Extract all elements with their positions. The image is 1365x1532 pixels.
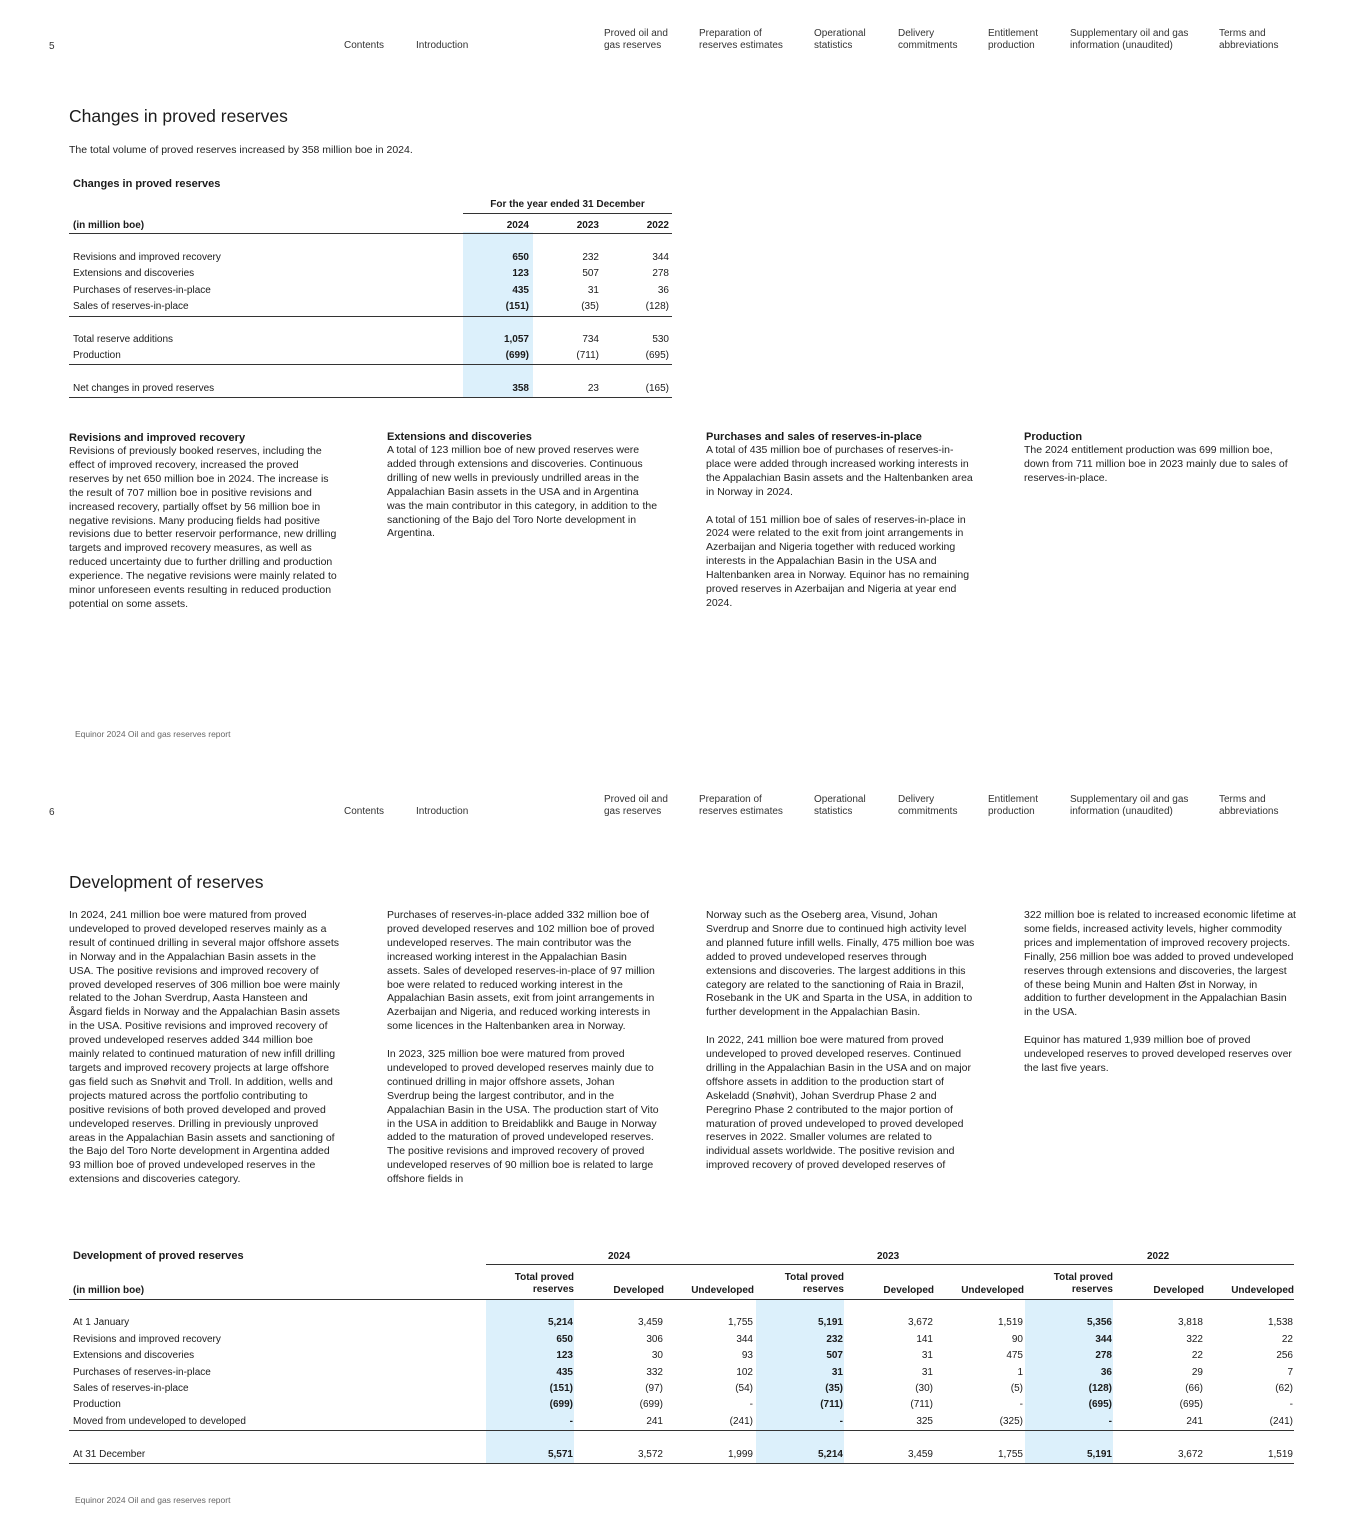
table-cell: 5,191 — [1086, 1449, 1112, 1460]
table-cell: 1,538 — [1267, 1317, 1293, 1328]
table-cell: 650 — [556, 1334, 573, 1345]
table-cell: 344 — [1095, 1334, 1112, 1345]
table-cell: 1,519 — [1267, 1449, 1293, 1460]
nav-delivery[interactable]: Delivery commitments — [898, 794, 958, 817]
year-header: 2022 — [646, 220, 669, 231]
development-table-title: Development of proved reserves — [73, 1250, 244, 1262]
nav-contents[interactable]: Contents — [344, 40, 385, 51]
nav-terms[interactable]: Terms and abbreviations — [1219, 794, 1279, 817]
row-label: Extensions and discoveries — [73, 1350, 195, 1361]
nav-introduction[interactable]: Introduction — [416, 40, 469, 51]
table-cell: - — [749, 1399, 753, 1410]
table-cell: 36 — [1100, 1367, 1112, 1378]
nav-proved-reserves[interactable]: Proved oil and gas reserves — [604, 28, 668, 51]
table-cell: 141 — [916, 1334, 933, 1345]
table-row — [69, 1381, 1294, 1397]
table-cell: 5,356 — [1086, 1317, 1112, 1328]
table-cell: 22 — [1281, 1334, 1293, 1345]
table-row — [69, 1315, 1294, 1331]
table-row: Production (699) (711) (695) — [73, 350, 669, 361]
nav-entitlement[interactable]: Entitlement production — [988, 28, 1039, 51]
table-cell: 3,459 — [637, 1317, 663, 1328]
table-cell: (325) — [999, 1416, 1023, 1427]
subheader: Undeveloped — [961, 1285, 1024, 1296]
paragraph: The 2024 entitlement production was 699 million boe, down from 711 million boe in 2023 mainly due to sales of reserves-in-place. — [1024, 444, 1288, 484]
row-label: At 31 December — [73, 1449, 146, 1460]
subheader: Total proved reserves — [1053, 1272, 1113, 1295]
table-cell: 278 — [1095, 1350, 1112, 1361]
table-cell: 332 — [646, 1367, 663, 1378]
footer: Equinor 2024 Oil and gas reserves report — [75, 1495, 231, 1505]
top-navigation — [0, 794, 1365, 824]
unit-label: (in million boe) — [73, 220, 145, 231]
row-label: Revisions and improved recovery — [73, 1334, 221, 1345]
year-header: 2024 — [608, 1251, 631, 1262]
table-cell: (695) — [1088, 1399, 1112, 1410]
paragraph: Purchases of reserves-in-place added 332 million boe of proved developed reserves and 102 million boe of proved undeveloped reserves. The main contributor was the increased working interest in the Appalachian Basin assets. Sales of developed reserves-in-place of 97 million boe were related to reduced working interest in the Appalachian Basin assets, exit from joint arrangements in Azerbaijan and Nigeria, and reduced working interests in some licences in the Haltenbanken area in Norway. — [387, 909, 655, 1033]
table-cell: (241) — [729, 1416, 753, 1427]
table-cell: 232 — [826, 1334, 843, 1345]
nav-supplementary[interactable]: Supplementary oil and gas information (unaudited) — [1070, 28, 1189, 51]
subheader: Undeveloped — [1231, 1285, 1294, 1296]
table-row: Revisions and improved recovery 650 232 344 — [73, 252, 669, 263]
paragraph: In 2023, 325 million boe were matured from proved undeveloped to proved developed reserves mainly due to continued drilling in major offshore assets, Johan Sverdrup being the largest contributor, and in the Appalachian Basin in the USA. The production start of Vito in the USA in addition to Breidablikk and Bauge in Norway added to the maturation of proved undeveloped reserves. The positive revisions and improved recovery of proved undeveloped reserves of 90 million boe is related to large offshore fields in — [387, 1048, 659, 1186]
table-cell: 1,755 — [997, 1449, 1023, 1460]
subheader: Total proved reserves — [784, 1272, 844, 1295]
table-row: Sales of reserves-in-place (151) (35) (128) — [73, 301, 669, 312]
table-cell: 344 — [736, 1334, 753, 1345]
table-cell: (711) — [820, 1399, 843, 1410]
paragraph: A total of 151 million boe of sales of reserves-in-place in 2024 were related to the exit from joint arrangements in Azerbaijan and Nigeria together with reduced working interests in the Appalachian Basin in the USA and Haltenbanken area in Norway. Equinor has no remaining proved reserves in Azerbaijan and Nigeria at year end 2024. — [706, 513, 970, 609]
paragraph: Norway such as the Oseberg area, Visund, Johan Sverdrup and Snorre due to continued high activity level and planned future infill wells. Finally, 475 million boe was added to proved undeveloped reserves through extensions and discoveries. The largest additions in this category are related to the sanctioning of Raia in Brazil, Rosebank in the UK and Sparta in the USA, in addition to further development in the Appalachian Basin. — [706, 909, 975, 1019]
table-cell: 1,755 — [727, 1317, 753, 1328]
year-header: 2023 — [576, 220, 599, 231]
paragraph: 322 million boe is related to increased economic lifetime at some fields, increased activity levels, higher commodity prices and implementation of improved recovery projects. Finally, 256 million boe was added to proved undeveloped reserves through extensions and discoveries, the largest of these being Munin and Halten Øst in Norway, in addition to further development in the Appalachian Basin in the USA. — [1024, 909, 1296, 1019]
subheader: Undeveloped — [691, 1285, 754, 1296]
table-cell: 93 — [741, 1350, 753, 1361]
footer: Equinor 2024 Oil and gas reserves report — [75, 729, 231, 739]
table-cell: 1,519 — [997, 1317, 1023, 1328]
table-cell: 507 — [826, 1350, 843, 1361]
period-header: For the year ended 31 December — [490, 199, 645, 210]
table-cell: 256 — [1276, 1350, 1293, 1361]
text-column — [1024, 430, 1296, 500]
paragraph: A total of 123 million boe of new proved reserves were added through extensions and discoveries. Continuous drilling of new wells in previously undrilled areas in the Appalachian Basin assets in the USA and in Argentina was the main contributor in this category, in addition to the sanctioning of the Bajo del Toro Norte development in Argentina. — [387, 444, 658, 540]
table-row — [69, 1397, 1294, 1413]
table-cell: - — [1289, 1399, 1293, 1410]
table-cell: 7 — [1287, 1367, 1293, 1378]
page-number: 6 — [49, 807, 55, 818]
table-row: Extensions and discoveries 123 507 278 — [73, 268, 669, 279]
subheader: Developed — [613, 1285, 664, 1296]
table-cell: 241 — [646, 1416, 663, 1427]
table-cell: (35) — [825, 1383, 843, 1394]
table-cell: 1,999 — [727, 1449, 753, 1460]
table-row — [69, 1447, 1294, 1463]
paragraph: In 2024, 241 million boe were matured from proved undeveloped to proved developed reserves mainly as a result of continued drilling in several major offshore assets in Norway and in the Appalachian Basin assets in the USA. The positive revisions and improved recovery of proved developed reserves of 306 million boe were mainly related to the Johan Sverdrup, Aasta Hansteen and Åsgard fields in Norway and the Appalachian Basin assets in the USA. Positive revisions and improved recovery of proved undeveloped reserves added 344 million boe mainly related to continued maturation of new infill drilling targets and improved recovery projects at large offshore gas field such as Snøhvit and Troll. In addition, wells and projects matured across the portfolio contributing to positive revisions of both proved developed and proved undeveloped reserves. Drilling in previously unproved areas in the Appalachian Basin assets and sanctioning of the Bajo del Toro Norte development in Argentina added 93 million boe of proved undeveloped reserves in the extensions and discoveries category. — [69, 909, 340, 1186]
table-cell: 3,572 — [637, 1449, 663, 1460]
nav-entitlement[interactable]: Entitlement production — [988, 794, 1039, 817]
year-header: 2024 — [506, 220, 529, 231]
table-row: Purchases of reserves-in-place 435 31 36 — [73, 285, 669, 296]
table-cell: 306 — [646, 1334, 663, 1345]
page-title: Development of reserves — [69, 872, 264, 892]
top-navigation — [0, 28, 1365, 58]
table-row — [69, 1365, 1294, 1381]
table-cell: (5) — [1010, 1383, 1023, 1394]
table-cell: (54) — [735, 1383, 753, 1394]
table-cell: 5,214 — [817, 1449, 843, 1460]
text-column — [69, 431, 341, 626]
table-cell: (151) — [549, 1383, 573, 1394]
table-cell: (62) — [1275, 1383, 1293, 1394]
table-cell: 30 — [651, 1350, 663, 1361]
row-label: Sales of reserves-in-place — [73, 1383, 189, 1394]
nav-supplementary[interactable]: Supplementary oil and gas information (unaudited) — [1070, 794, 1189, 817]
text-column — [706, 909, 978, 1187]
paragraph: Equinor has matured 1,939 million boe of proved undeveloped reserves to proved developed reserves over the last five years. — [1024, 1034, 1292, 1074]
year-header: 2022 — [1147, 1251, 1170, 1262]
page-title: Changes in proved reserves — [69, 106, 288, 126]
table-row: Total reserve additions 1,057 734 530 — [73, 334, 669, 345]
nav-proved-reserves[interactable]: Proved oil and gas reserves — [604, 794, 668, 817]
page-number: 5 — [49, 41, 55, 52]
table-cell: 5,191 — [817, 1317, 843, 1328]
table-cell: (66) — [1185, 1383, 1203, 1394]
table-cell: 3,672 — [1177, 1449, 1203, 1460]
table-cell: (97) — [645, 1383, 663, 1394]
table-row — [69, 1332, 1294, 1348]
paragraph: A total of 435 million boe of purchases of reserves-in-place were added through increased working interests in the Appalachian Basin assets and the Haltenbanken area in Norway in 2024. — [706, 444, 973, 498]
nav-terms[interactable]: Terms and abbreviations — [1219, 28, 1279, 51]
table-cell: 31 — [831, 1367, 843, 1378]
table-cell: 3,818 — [1177, 1317, 1203, 1328]
table-cell: (241) — [1269, 1416, 1293, 1427]
intro-text: The total volume of proved reserves increased by 358 million boe in 2024. — [69, 144, 413, 156]
table-row — [69, 1414, 1294, 1430]
table-cell: (711) — [910, 1399, 933, 1410]
subheader: Developed — [1153, 1285, 1204, 1296]
table-cell: 31 — [921, 1367, 933, 1378]
table-row — [69, 1348, 1294, 1364]
nav-delivery[interactable]: Delivery commitments — [898, 28, 958, 51]
nav-contents[interactable]: Contents — [344, 806, 385, 817]
unit-label: (in million boe) — [73, 1285, 145, 1296]
table-cell: (695) — [1179, 1399, 1203, 1410]
table-cell: (128) — [1088, 1383, 1112, 1394]
table-title: Changes in proved reserves — [73, 178, 221, 190]
nav-preparation[interactable]: Preparation of reserves estimates — [699, 794, 783, 817]
table-cell: 435 — [556, 1367, 573, 1378]
paragraph: Revisions of previously booked reserves, including the effect of improved recovery, increased the proved reserves by net 650 million boe in 2024. The increase is the result of 707 million boe in positive revisions and increased recovery, partially offset by 56 million boe in negative revisions. Many producing fields had positive revisions due to better reservoir performance, new drilling targets and improved recovery measures, as well as reduced uncertainty due to further drilling and production experience. The negative revisions were mainly related to minor unforeseen events resulting in reduced production potential on some assets. — [69, 445, 337, 610]
table-cell: (699) — [549, 1399, 573, 1410]
table-cell: 123 — [556, 1350, 573, 1361]
column-heading: Extensions and discoveries — [387, 431, 532, 443]
table-cell: - — [839, 1416, 843, 1427]
nav-operational[interactable]: Operational statistics — [814, 794, 866, 817]
table-cell: 325 — [916, 1416, 933, 1427]
table-cell: (30) — [915, 1383, 933, 1394]
subheader: Developed — [883, 1285, 934, 1296]
table-cell: 102 — [736, 1367, 753, 1378]
nav-preparation[interactable]: Preparation of reserves estimates — [699, 28, 783, 51]
nav-operational[interactable]: Operational statistics — [814, 28, 866, 51]
table-cell: 322 — [1186, 1334, 1203, 1345]
table-cell: 90 — [1011, 1334, 1023, 1345]
table-cell: 29 — [1191, 1367, 1203, 1378]
text-column — [1024, 909, 1296, 1090]
paragraph: In 2022, 241 million boe were matured from proved undeveloped to proved developed reserves. Continued drilling in the Appalachian Basin in the USA and on major offshore assets in addition to the production start of Askeladd (Snøhvit), Johan Sverdrup Phase 2 and Peregrino Phase 2 contributed to the major portion of maturation of proved undeveloped to proved developed reserves in 2022. Smaller volumes are related to individual assets worldwide. The positive revision and improved recovery of proved developed reserves of — [706, 1034, 972, 1172]
text-column — [706, 430, 978, 625]
subheader: Total proved reserves — [514, 1272, 574, 1295]
year-header: 2023 — [877, 1251, 900, 1262]
table-cell: 475 — [1006, 1350, 1023, 1361]
table-cell: 1 — [1017, 1367, 1023, 1378]
table-cell: 3,672 — [907, 1317, 933, 1328]
column-heading: Revisions and improved recovery — [69, 432, 246, 444]
text-column — [387, 909, 659, 1201]
table-cell: - — [569, 1416, 573, 1427]
table-cell: 5,571 — [547, 1449, 573, 1460]
header-row — [69, 218, 672, 234]
table-cell: 3,459 — [907, 1449, 933, 1460]
table-cell: 31 — [921, 1350, 933, 1361]
column-heading: Purchases and sales of reserves-in-place — [706, 431, 922, 443]
table-cell: (699) — [639, 1399, 663, 1410]
table-cell: - — [1108, 1416, 1112, 1427]
nav-introduction[interactable]: Introduction — [416, 806, 469, 817]
table-cell: - — [1019, 1399, 1023, 1410]
table-cell: 241 — [1186, 1416, 1203, 1427]
column-heading: Production — [1024, 431, 1083, 443]
table-row: Net changes in proved reserves 358 23 (165) — [73, 383, 669, 394]
row-label: At 1 January — [73, 1317, 130, 1328]
row-label: Moved from undeveloped to developed — [73, 1416, 246, 1427]
table-cell: 5,214 — [547, 1317, 573, 1328]
text-column — [69, 909, 341, 1201]
row-label: Purchases of reserves-in-place — [73, 1367, 211, 1378]
table-cell: 22 — [1191, 1350, 1203, 1361]
text-column — [387, 430, 659, 555]
row-label: Production — [73, 1399, 121, 1410]
